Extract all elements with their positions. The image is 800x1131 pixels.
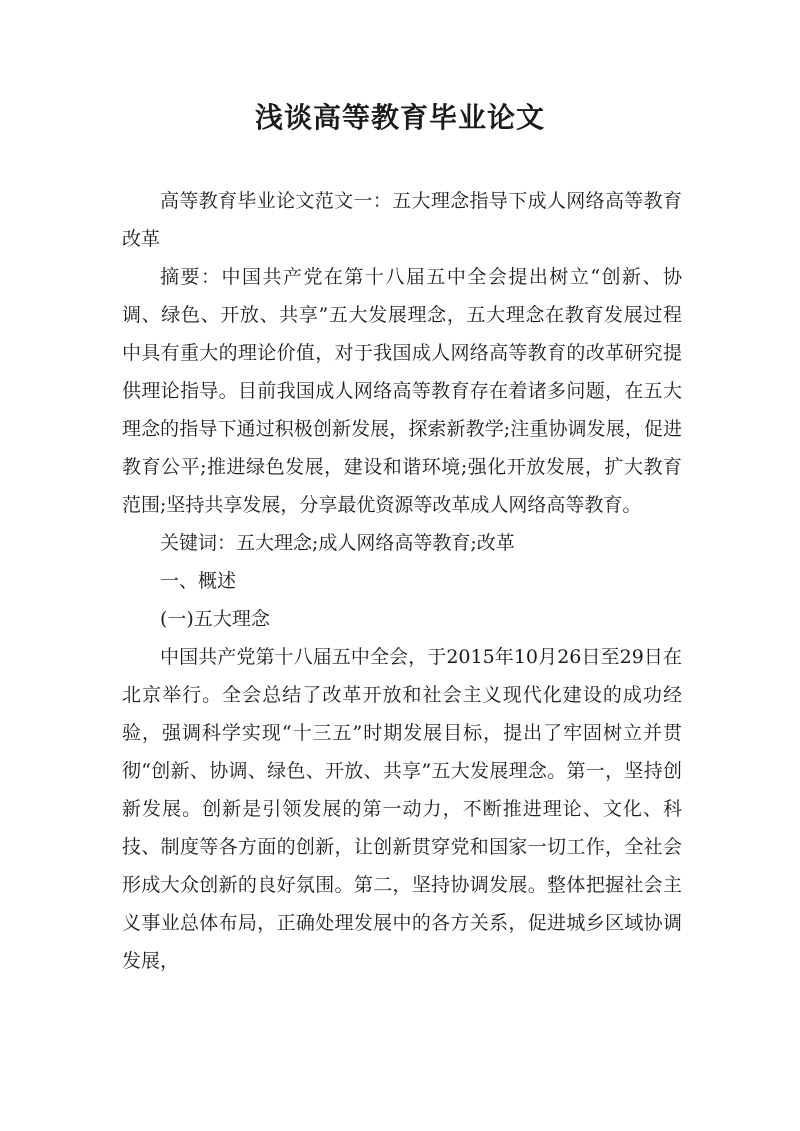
paragraph-heading-sample: 高等教育毕业论文范文一：五大理念指导下成人网络高等教育改革: [122, 190, 682, 250]
section-heading-overview: 一、概述: [160, 570, 237, 592]
paragraph-body: 中国共产党第十八届五中全会，于2015年10月26日至29日在北京举行。全会总结了改革开放和社会主义现代化建设的成功经验，强调科学实现“十三五”时期发展目标，提出了牢固树立并贯彻“创新、协调、绿色、开放、共享”五大发展理念。第一，坚持创新发展。创新是引领发展的第一动力，不断推进理论、文化、科技、制度等各方面的创新，让创新贯穿党和国家一切工作，全社会形成大众创新的良好氛围。第二，坚持协调发展。整体把握社会主义事业总体布局，正确处理发展中的各方关系，促进城乡区域协调发展，: [122, 646, 682, 972]
document-title: 浅谈高等教育毕业论文: [254, 101, 545, 134]
paragraph-abstract: 摘要：中国共产党在第十八届五中全会提出树立“创新、协调、绿色、开放、共享”五大发展理念，五大理念在教育发展过程中具有重大的理论价值，对于我国成人网络高等教育的改革研究提供理论指导。目前我国成人网络高等教育存在着诸多问题，在五大理念的指导下通过积极创新发展，探索新教学;注重协调发展，促进教育公平;推进绿色发展，建设和谐环境;强化开放发展，扩大教育范围;坚持共享发展，分享最优资源等改革成人网络高等教育。: [122, 266, 682, 516]
paragraph-keywords: 关键词：五大理念;成人网络高等教育;改革: [160, 532, 515, 554]
subsection-heading-five-concepts: (一)五大理念: [160, 608, 270, 630]
document-body: [122, 182, 682, 980]
